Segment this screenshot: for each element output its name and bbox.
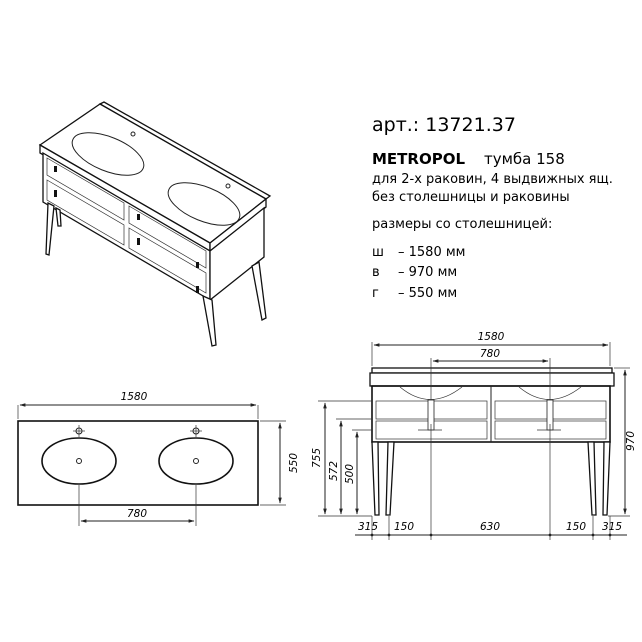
iso-handle-6 xyxy=(196,286,199,293)
front-view-572-label: 572 xyxy=(328,460,340,482)
iso-leg-front-left xyxy=(46,203,54,255)
iso-handle-2 xyxy=(137,214,140,220)
isometric-view xyxy=(40,102,270,346)
front-view-siphon-right xyxy=(537,400,561,436)
top-view-depth-label: 550 xyxy=(288,452,300,474)
front-view-bottom-315-left: 315 xyxy=(357,521,379,533)
front-view-bottom-630: 630 xyxy=(479,521,501,533)
description-line-1: для 2-х раковин, 4 выдвижных ящ. xyxy=(372,172,613,187)
description-line-2: без столешницы и раковины xyxy=(372,190,570,205)
top-view-sink-left xyxy=(42,438,116,484)
front-view-height-label: 970 xyxy=(625,430,637,452)
dim-depth-letter: г xyxy=(372,286,379,301)
front-view-755-label: 755 xyxy=(311,447,323,469)
front-view-sink-spacing-label: 780 xyxy=(479,348,501,360)
front-view-leg-outer-left xyxy=(372,442,379,515)
front-view-backsplash xyxy=(372,368,612,373)
iso-handle-4 xyxy=(137,238,140,245)
front-view-leg-inner-right xyxy=(588,442,596,515)
front-view-bottom-150-left: 150 xyxy=(393,521,415,533)
front-view-siphon-left xyxy=(418,400,442,436)
dim-height-letter: в xyxy=(372,265,380,280)
iso-handle-1 xyxy=(54,166,57,172)
model-name: тумба 158 xyxy=(484,150,565,168)
top-view-outline xyxy=(18,421,258,505)
front-view-bottom-150-right: 150 xyxy=(565,521,587,533)
top-view-tap-right xyxy=(190,425,202,437)
top-view-width-label: 1580 xyxy=(120,391,148,403)
front-view-leg-outer-right xyxy=(603,442,610,515)
iso-leg-back-left xyxy=(56,208,61,226)
dim-width-letter: ш xyxy=(372,245,384,260)
top-view-tap-left xyxy=(73,425,85,437)
model-brand: METROPOL xyxy=(372,150,466,168)
top-view-sink-spacing-label: 780 xyxy=(126,508,148,520)
top-view-sink-right xyxy=(159,438,233,484)
dim-depth-value: – 550 мм xyxy=(398,286,458,301)
top-view-drain-right xyxy=(194,459,199,464)
front-view xyxy=(311,331,637,540)
dim-width-value: – 1580 мм xyxy=(398,245,466,260)
top-view xyxy=(18,391,300,526)
iso-leg-front-right xyxy=(203,296,216,346)
top-view-drain-left xyxy=(77,459,82,464)
front-view-500-label: 500 xyxy=(344,463,356,485)
front-view-countertop xyxy=(370,373,614,386)
iso-leg-back-right xyxy=(252,262,266,320)
front-view-width-label: 1580 xyxy=(477,331,505,343)
front-view-leg-inner-left xyxy=(386,442,394,515)
front-view-bottom-315-right: 315 xyxy=(601,521,623,533)
iso-handle-3 xyxy=(54,190,57,197)
dim-height-value: – 970 мм xyxy=(398,265,458,280)
dimensions-title: размеры со столешницей: xyxy=(372,217,553,232)
article-number: арт.: 13721.37 xyxy=(372,114,516,136)
iso-handle-5 xyxy=(196,262,199,268)
